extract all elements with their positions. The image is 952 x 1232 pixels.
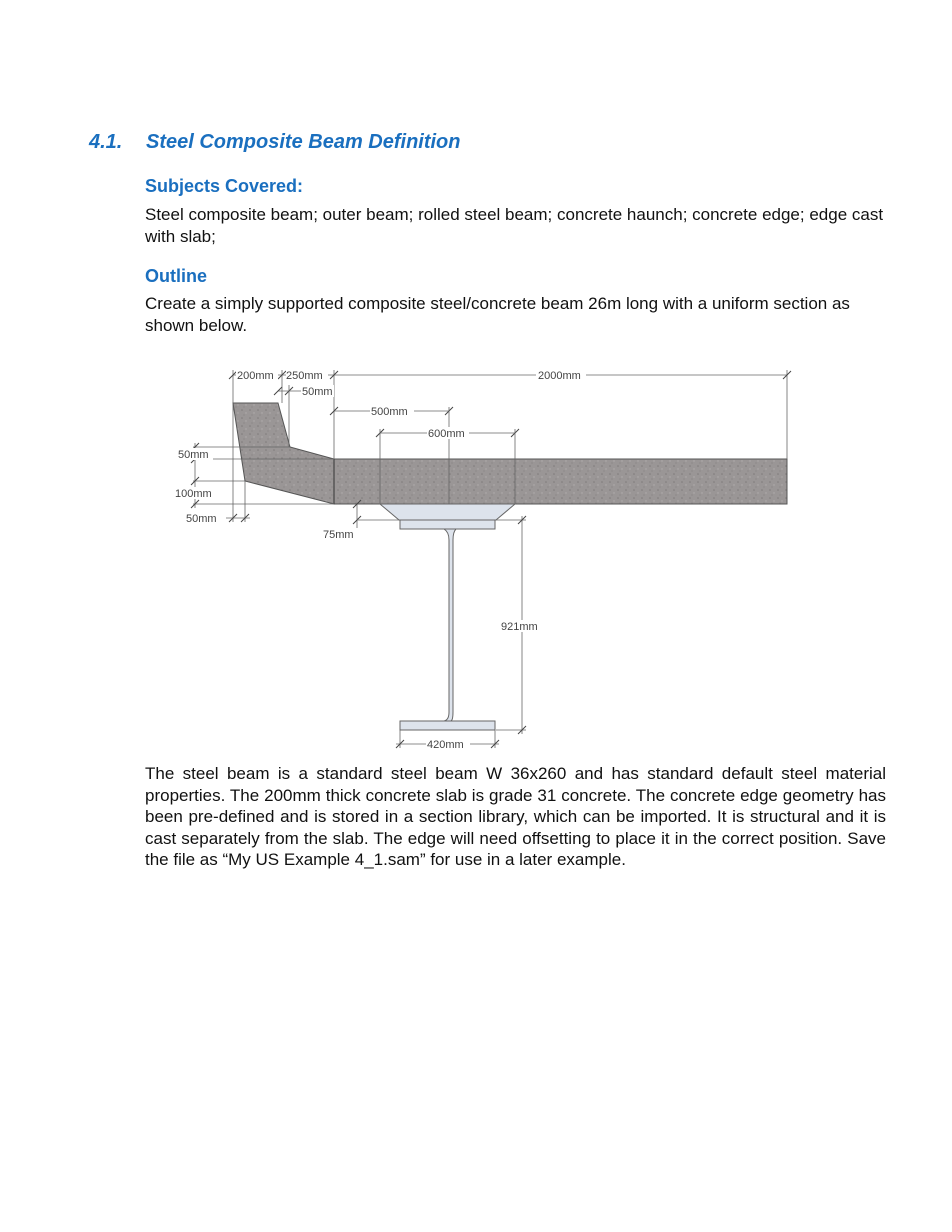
- steel-top-flange: [400, 520, 495, 529]
- subjects-text: Steel composite beam; outer beam; rolled steel beam; concrete haunch; concrete edge; edge cast with slab;: [145, 205, 884, 246]
- section-title: Steel Composite Beam Definition: [146, 131, 461, 153]
- concrete-edge: [233, 403, 334, 504]
- steel-web: [444, 529, 456, 721]
- subjects-heading: Subjects Covered:: [145, 176, 304, 196]
- description-paragraph: The steel beam is a standard steel beam W 36x260 and has standard default steel material properties. The 200mm thick concrete slab is grade 31 concrete. The concrete edge geometry has been pre-defined and is stored in a section library, which can be imported. It is structural and it is cast separately from the slab. The edge will need offsetting to place it in the correct position. Save the file as “My US Example 4_1.sam” for use in a later example.: [145, 764, 886, 869]
- dim-50-top: 50mm: [302, 386, 333, 398]
- concrete-slab: [334, 459, 787, 504]
- dim-200: 200mm: [237, 370, 274, 382]
- dim-2000: 2000mm: [538, 370, 581, 382]
- dim-75: 75mm: [323, 529, 354, 541]
- outline-text: Create a simply supported composite steel/concrete beam 26m long with a uniform section as shown below.: [145, 294, 850, 335]
- dim-250: 250mm: [286, 370, 323, 382]
- dim-100: 100mm: [175, 488, 212, 500]
- dim-921: 921mm: [501, 621, 538, 633]
- dim-600: 600mm: [428, 428, 465, 440]
- dim-50-left: 50mm: [178, 449, 209, 461]
- concrete-haunch: [380, 504, 515, 520]
- steel-bottom-flange: [400, 721, 495, 730]
- dim-420: 420mm: [427, 739, 464, 751]
- outline-heading: Outline: [145, 266, 207, 286]
- section-number: 4.1.: [89, 131, 123, 153]
- dim-50-bottom: 50mm: [186, 513, 217, 525]
- dim-500: 500mm: [371, 406, 408, 418]
